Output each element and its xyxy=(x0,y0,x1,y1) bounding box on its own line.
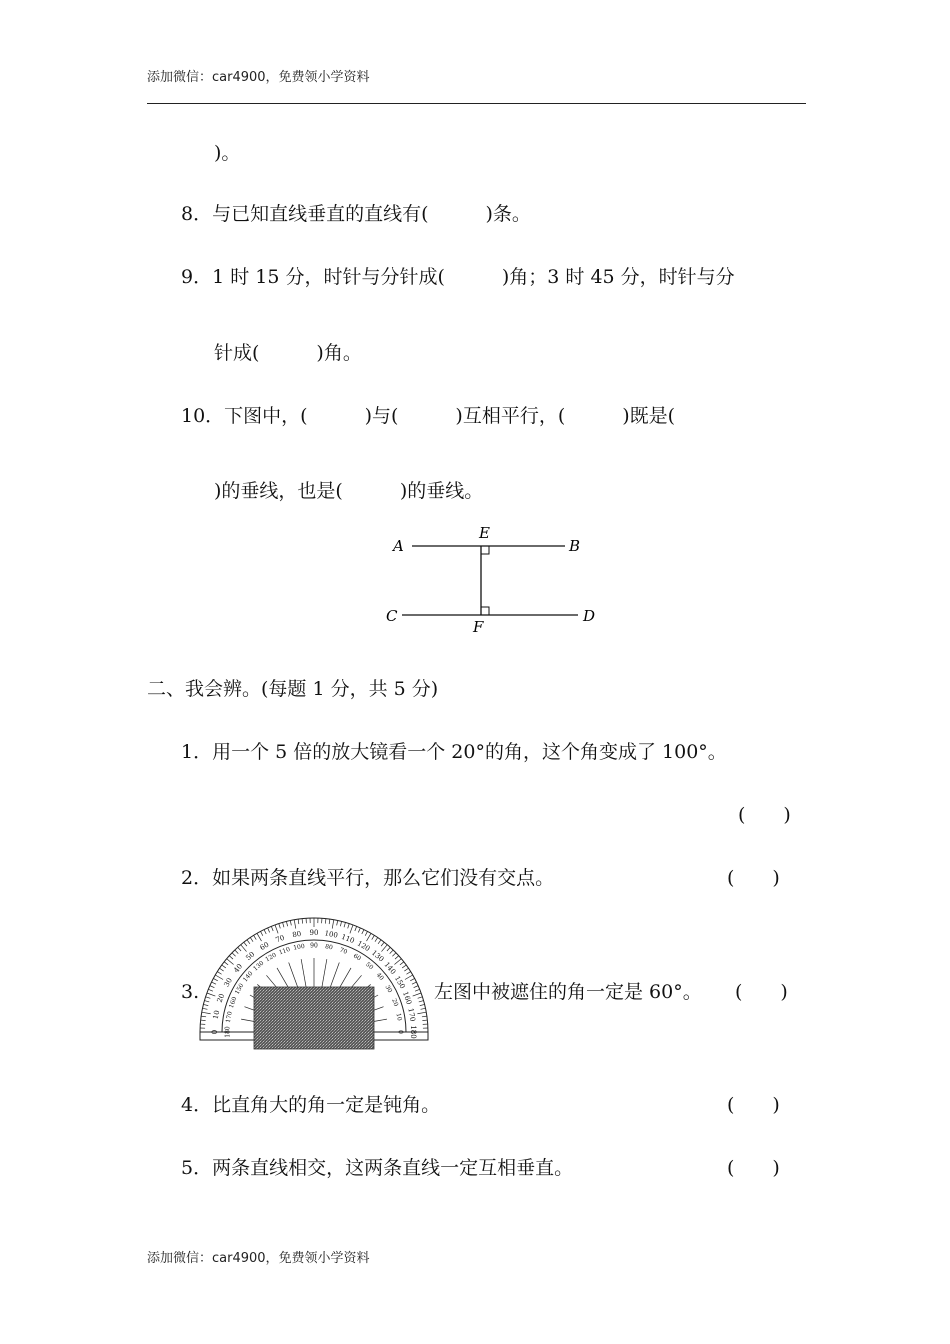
protractor-tick xyxy=(271,926,273,931)
protractor-tick xyxy=(422,1020,427,1021)
protractor-tick xyxy=(302,919,303,924)
protractor-tick xyxy=(395,956,399,959)
protractor-outer-label: 130 xyxy=(369,948,386,964)
protractor-tick xyxy=(213,978,217,980)
protractor-outer-label: 80 xyxy=(291,929,302,940)
label-c: C xyxy=(386,607,398,625)
protractor-inner-label: 50 xyxy=(364,960,375,972)
protractor-outer-label: 150 xyxy=(392,974,407,991)
protractor-tick xyxy=(268,928,270,933)
protractor-tick xyxy=(202,1012,211,1014)
protractor-outer-label: 110 xyxy=(340,932,356,946)
protractor-tick xyxy=(340,921,341,926)
protractor-tick xyxy=(365,931,367,935)
protractor-tick xyxy=(400,962,404,965)
protractor-tick xyxy=(367,933,372,941)
protractor-tick xyxy=(415,989,420,991)
protractor-inner-label: 30 xyxy=(383,983,394,995)
protractor-outer-label: 170 xyxy=(406,1007,417,1023)
cover-block xyxy=(254,987,374,1049)
protractor-outer-label: 90 xyxy=(309,929,319,937)
protractor-tick xyxy=(412,982,416,984)
protractor-inner-label: 60 xyxy=(351,952,363,963)
protractor-inner-label: 80 xyxy=(324,943,334,952)
protractor-inner-label: 0 xyxy=(396,1030,404,1034)
protractor-tick xyxy=(210,986,215,988)
protractor-tick xyxy=(420,1004,425,1005)
protractor-tick xyxy=(283,922,284,927)
label-e: E xyxy=(479,524,490,542)
protractor-inner-label: 20 xyxy=(390,997,400,1008)
protractor-tick xyxy=(337,920,338,925)
protractor-tick xyxy=(203,1004,208,1005)
protractor-outer-label: 40 xyxy=(232,962,245,975)
protractor-tick xyxy=(290,920,291,925)
protractor-tick xyxy=(394,959,401,965)
answer-bracket-2[interactable]: ( ) xyxy=(727,867,780,889)
protractor-tick xyxy=(275,925,278,933)
judge-item-5: 5．两条直线相交，这两条直线一定互相垂直。 xyxy=(181,1157,574,1179)
question-10-line1: 10．下图中，( )与( )互相平行，( )既是( xyxy=(181,405,676,427)
protractor-inner-label: 40 xyxy=(374,971,386,982)
protractor-outer-label: 50 xyxy=(244,950,257,963)
judge-item-3: 左图中被遮住的角一定是 60°。 xyxy=(434,981,702,1003)
protractor-inner-label: 170 xyxy=(224,1010,234,1024)
question-9-line1: 9．1 时 15 分，时针与分针成( )角；3 时 45 分，时针与分 xyxy=(181,266,735,288)
label-f: F xyxy=(473,618,484,636)
protractor-outer-label: 20 xyxy=(215,992,227,1004)
protractor-tick xyxy=(381,942,384,946)
protractor-outer-label: 140 xyxy=(382,960,398,977)
protractor-tick xyxy=(344,922,345,927)
protractor-tick xyxy=(372,935,375,939)
answer-bracket-3[interactable]: ( ) xyxy=(735,981,788,1003)
protractor-tick xyxy=(202,1008,207,1009)
protractor-tick xyxy=(378,940,381,944)
protractor-tick xyxy=(355,926,357,931)
protractor-tick xyxy=(201,1020,206,1021)
protractor-inner-label: 110 xyxy=(278,945,292,957)
label-a: A xyxy=(393,537,404,555)
protractor-tick xyxy=(241,945,247,952)
protractor-tick xyxy=(232,953,236,956)
protractor-tick xyxy=(294,920,296,929)
page-header: 添加微信：car4900，免费领小学资料 xyxy=(147,70,370,85)
judge-item-3-number: 3. xyxy=(181,981,200,1003)
protractor-tick xyxy=(390,950,393,954)
protractor-tick xyxy=(350,925,353,933)
protractor-tick xyxy=(286,921,287,926)
answer-bracket-4[interactable]: ( ) xyxy=(727,1094,780,1116)
protractor-outer-label: 60 xyxy=(258,940,271,952)
question-10-line2: )的垂线，也是( )的垂线。 xyxy=(214,480,484,502)
protractor-tick xyxy=(219,968,223,971)
protractor-outer-label: 160 xyxy=(400,990,414,1006)
protractor-tick xyxy=(254,935,257,939)
label-b: B xyxy=(569,537,581,555)
protractor-tick xyxy=(279,924,281,929)
protractor-inner-label: 140 xyxy=(241,970,255,984)
protractor-inner-label: 100 xyxy=(292,942,306,952)
protractor-tick xyxy=(392,953,396,956)
protractor-tick xyxy=(419,1001,424,1002)
protractor-tick xyxy=(418,997,423,999)
protractor-tick xyxy=(410,978,414,980)
protractor-tick xyxy=(244,942,247,946)
protractor-tick xyxy=(201,1016,206,1017)
protractor-inner-label: 90 xyxy=(310,942,318,950)
protractor-tick xyxy=(247,940,250,944)
question-9-line2: 针成( )角。 xyxy=(214,342,362,364)
protractor-tick xyxy=(358,928,360,933)
protractor-outer-label: 180 xyxy=(409,1025,417,1039)
protractor-tick xyxy=(362,930,364,934)
protractor-tick xyxy=(325,919,326,924)
q7-tail: )。 xyxy=(214,142,241,164)
protractor-tick xyxy=(260,931,262,935)
answer-bracket-1[interactable]: ( ) xyxy=(738,804,791,826)
answer-bracket-5[interactable]: ( ) xyxy=(727,1157,780,1179)
protractor-tick xyxy=(206,997,211,999)
protractor-outer-label: 10 xyxy=(211,1009,222,1020)
protractor-inner-label: 180 xyxy=(224,1026,232,1038)
protractor-tick xyxy=(208,989,213,991)
protractor-inner-label: 10 xyxy=(394,1012,403,1022)
protractor-tick xyxy=(215,975,223,980)
protractor-tick xyxy=(238,947,241,951)
parallel-lines-figure xyxy=(380,522,600,640)
protractor-tick xyxy=(348,924,350,929)
protractor-tick xyxy=(222,965,226,968)
protractor-outer-label: 0 xyxy=(211,1029,219,1035)
protractor-tick xyxy=(227,959,234,965)
protractor-inner-label: 150 xyxy=(233,982,246,996)
protractor-tick xyxy=(264,930,266,934)
protractor-outer-label: 100 xyxy=(323,929,339,940)
protractor-tick xyxy=(381,945,387,952)
label-d: D xyxy=(583,607,596,625)
judge-item-1: 1．用一个 5 倍的放大镜看一个 20°的角，这个角变成了 100°。 xyxy=(181,741,727,763)
protractor-outer-label: 120 xyxy=(355,939,372,954)
page-footer: 添加微信：car4900，免费领小学资料 xyxy=(147,1251,370,1266)
protractor-tick xyxy=(422,1016,427,1017)
protractor-tick xyxy=(217,972,221,975)
protractor-inner-label: 160 xyxy=(227,996,239,1010)
protractor-tick xyxy=(224,962,228,965)
section2-title: 二、我会辨。(每题 1 分，共 5 分) xyxy=(147,678,439,700)
protractor-tick xyxy=(257,933,262,941)
protractor-tick xyxy=(406,972,410,975)
protractor-tick xyxy=(404,968,408,971)
protractor-tick xyxy=(417,1012,426,1014)
protractor-tick xyxy=(387,947,390,951)
question-8: 8．与已知直线垂直的直线有( )条。 xyxy=(181,203,531,225)
protractor-tick xyxy=(235,950,238,954)
protractor-tick xyxy=(402,965,406,968)
protractor-tick xyxy=(229,956,233,959)
header-divider xyxy=(147,103,806,104)
protractor-tick xyxy=(405,975,413,980)
protractor-tick xyxy=(375,937,378,941)
protractor-tick xyxy=(298,919,299,924)
protractor-tick xyxy=(212,982,216,984)
protractor-outer-label: 70 xyxy=(274,933,286,945)
protractor-inner-label: 130 xyxy=(252,959,266,973)
protractor-tick xyxy=(207,993,215,996)
protractor-figure xyxy=(197,912,432,1052)
protractor-tick xyxy=(204,1001,209,1002)
judge-item-2: 2．如果两条直线平行，那么它们没有交点。 xyxy=(181,867,555,889)
protractor-inner-label: 120 xyxy=(264,951,278,964)
protractor-tick xyxy=(414,986,419,988)
protractor-tick xyxy=(421,1008,426,1009)
protractor-tick xyxy=(413,993,421,996)
protractor-outer-label: 30 xyxy=(222,976,234,989)
protractor-tick xyxy=(250,937,253,941)
protractor-tick xyxy=(329,919,330,924)
judge-item-4: 4．比直角大的角一定是钝角。 xyxy=(181,1094,441,1116)
protractor-inner-label: 70 xyxy=(338,946,349,956)
protractor-tick xyxy=(332,920,334,929)
